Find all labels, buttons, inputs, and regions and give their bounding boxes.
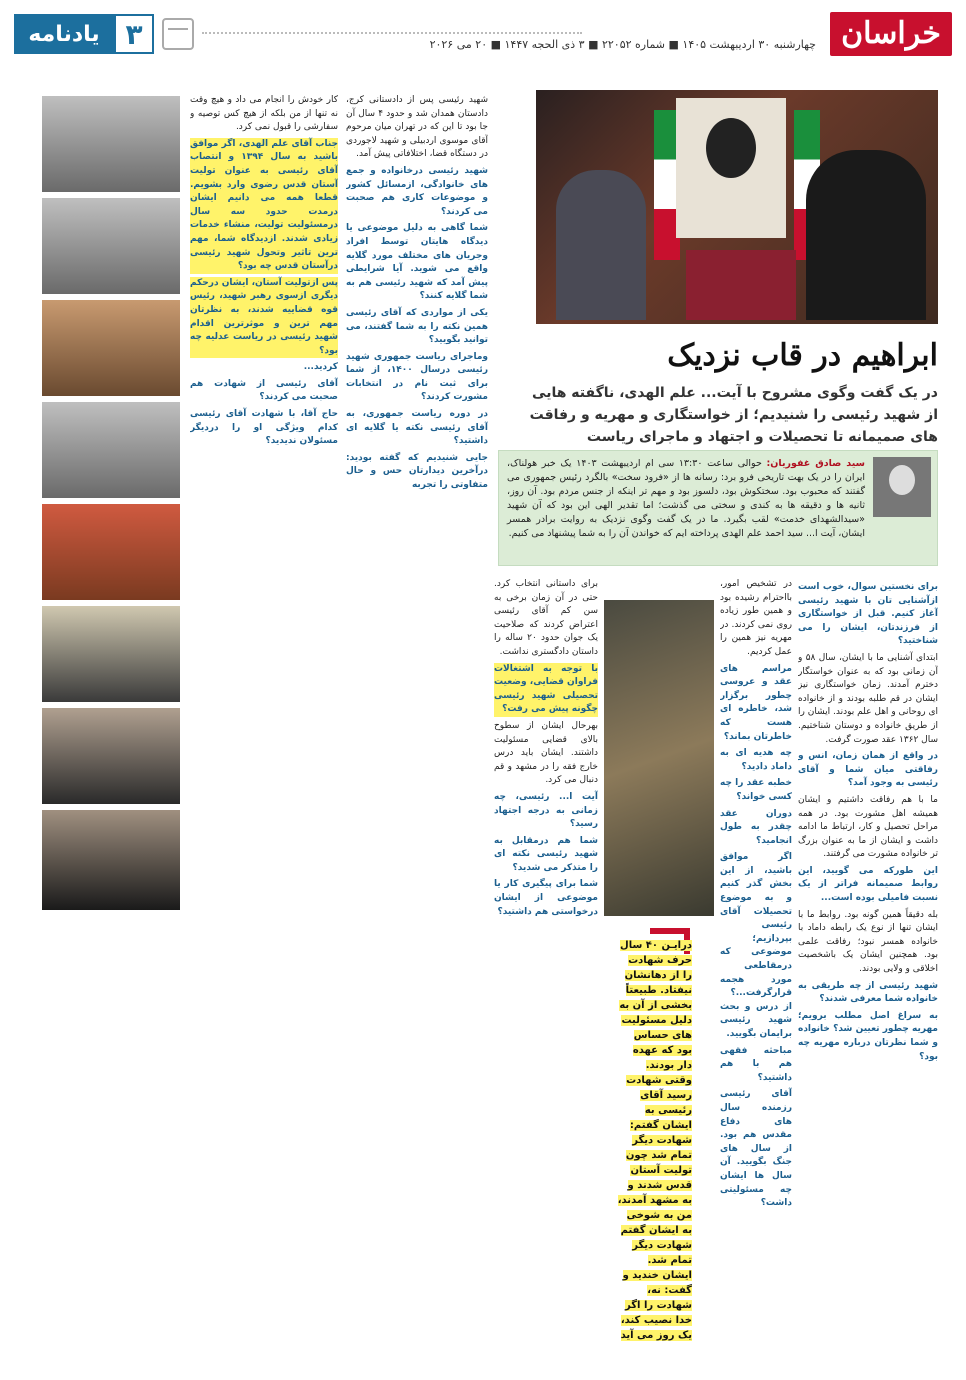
question: با توجه به اشتغالات فراوان قضایی، وضعیت تحصیلی شهید رئیسی چگونه پیش می رفت؟ xyxy=(494,663,598,717)
answer: برای داستانی انتخاب کرد. حتی در آن زمان برخی به سن کم آقای رئیسی اعتراض کردند که صلاحیت یک جوان حدود ۲۰ ساله را داستان دادگستری نداشت. xyxy=(494,579,598,657)
question: در دوره ریاست جمهوری، به آقای رئیسی نکته یا گلایه ای داشتید؟ xyxy=(346,409,488,447)
wall-portrait xyxy=(676,98,786,238)
portrait-1 xyxy=(42,96,180,192)
question: آیت ا... رئیسی، چه زمانی به درجه اجتهاد رسید؟ xyxy=(494,791,598,830)
question: دوران عقد چقدر به طول انجامید؟ xyxy=(720,808,792,846)
pull-quote-text: درایـن ۴۰ سال حرف شهادت را از دهانشان نیفتاد. طبیعتاً بخشی از آن به دلیل مسئولیت های حساس بود که عهده دار بودند. وقتی شهادت رسید آقای رئیسی به ایشان گفتم: شهادت دیگر تمام شد چون تولیت آستان قدس شدند و به مشهد آمدند، من به شوخی به ایشان گفتم شهادت دیگر تمام شد. ایشان خندید و گفت: نه، شهادت را اگر خدا نصیب کند، یک روز می آید xyxy=(617,940,692,1341)
portrait-4 xyxy=(42,402,180,498)
column-1 xyxy=(798,578,938,1368)
calendar-icon xyxy=(162,18,194,50)
question: شما هم درمقابل به شهید رئیسی نکته ای را متذکر می شدید؟ xyxy=(494,835,598,873)
portrait-2 xyxy=(42,198,180,294)
subheadline: در یک گفت وگوی مشروح با آیت... علم الهدی، ناگفته هایی از شهید رئیسی را شنیدیم؛ از خواستگاری و مهریه و رفاقت های صمیمانه تا تحصیلات و اجتهاد و ماجرای ریاست xyxy=(529,385,938,445)
header-divider xyxy=(202,32,582,34)
column-4 xyxy=(346,94,488,1368)
question: به سراغ اصل مطلب برویم؛ مهریه چطور تعیین شد؟ خانواده و شما نظرتان درباره مهریه چه بود؟ xyxy=(798,1010,938,1062)
intro-body: حوالی ساعت ۱۳:۳۰ سی ام اردیبهشت ۱۴۰۳ یک خبر هولناک، ایران را در یک بهت تاریخی فرو برد: رسانه ها از «فرود سخت» بالگرد رئیس جمهوری می گفتند که محبوب بود. سختکوش بود، دلسوز بود و مهم تر اینکه از جنس مردم بود. آن روز، ثانیه ها و دقیقه ها به کندی و سختی می گذشت؛ اما تقدیر الهی این بود که آن شهید «سیدالشهدای خدمت» لقب بگیرد. ما در یک گفت وگوی نزدیک به روایت برادر همسر ایشان، آیت ا... سید احمد علم الهدی پرداخته ایم که خواندن آن را به شما پیشنهاد می کنیم. xyxy=(507,458,865,539)
question: وماجرای ریاست جمهوری شهید رئیسی درسال ۱۴۰۰، از شما برای ثبت نام در انتخابات مشورت کردند؟ xyxy=(346,351,488,403)
intro-box xyxy=(498,450,938,566)
answer: ابتدای آشنایی ما با ایشان، سال ۵۸ و آن زمانی بود که به عنوان خواستگار دخترم آمدند. زمان خواستگاری نیز ایشان در قم طلبه بودند و از خانواده ای روحانی و اهل علم بودند. ایشان را از طریق خانواده و دوستان شناختیم. سال ۱۳۶۲ عقد صورت گرفت. xyxy=(798,652,938,745)
intro-text xyxy=(507,457,865,541)
question: خطبه عقد را چه کسی خواند؟ xyxy=(720,778,792,802)
page-section-tag xyxy=(14,14,154,54)
portrait-3 xyxy=(42,300,180,396)
question: پس ازتولیت آستان، ایشان درحکم دیگری ازسوی رهبر شهید، رئیس قوه قضاییه شدند، به نظرتان مهم ترین و موثرترین اقدام شهید رئیسی در ریاست عدلیه چه بود؟ xyxy=(190,277,338,359)
crowd-photo xyxy=(604,600,714,916)
interviewer-figure xyxy=(556,170,646,320)
cleric-figure xyxy=(806,150,926,320)
question: جایی شنیدیم که گفته بودید: درآخرین دیدارتان حس و حال متفاوتی را تجربه xyxy=(346,452,488,491)
column-5 xyxy=(190,94,338,1368)
question: آقای رئیسی از شهادت هم صحبت می کردند؟ xyxy=(190,378,338,403)
question: در واقع از همان زمان، انس و رفاقتی میان شما و آقای رئیسی به وجود آمد؟ xyxy=(798,751,938,789)
author-photo xyxy=(873,457,931,517)
question: شهید رئیسی درخانواده و جمع های خانوادگی، ازمسائل کشور و موضوعات کاری هم صحبت می کردند؟ xyxy=(346,165,488,217)
question: مباحثه فقهی هم با هم داشتید؟ xyxy=(720,1045,792,1083)
question: شهید رئیسی از چه طریقی به خانواده شما معرفی شدند؟ xyxy=(798,980,938,1005)
column-6 xyxy=(14,918,184,1368)
question: اگر موافق باشید، از این بخش گذر کنیم و به موضوع تحصیلات آقای رئیسی بپردازیم؛ موضوعی که درمقاطعی مورد هجمه قرارگرفت...؟ از درس و بحث شهید رئیسی برایمان بگویید. xyxy=(720,852,792,1039)
question: جناب آقای علم الهدی، اگر موافق باشید به سال ۱۳۹۴ و انتصاب آقای رئیسی به عنوان تولیت آستان قدس رضوی وارد بشویم. قطعا همه می دانیم ایشان درمدت حدود سه سال درمسئولیت تولیت، منشاء خدمات زیادی شدند. ازدیدگاه شما، مهم ترین تاثیر وتحول شهید رئیسی درآستان قدس چه بود؟ xyxy=(190,138,338,274)
question: شما برای پیگیری کار یا موضوعی از ایشان درخواستی هم داشتید؟ xyxy=(494,879,598,917)
question: چه هدیه ای به داماد دادید؟ xyxy=(720,748,792,772)
question: مراسم های عقد و عروسی چطور برگزار شد، خاطره ای هست که خاطرتان بماند؟ xyxy=(720,663,792,742)
question: آقای رئیسی رزمنده سال های دفاع مقدس هم بود. از سال های جنگ بگویید. آن سال ها ایشان چه مسئولیتی داشت؟ xyxy=(720,1089,792,1209)
answer: شهید رئیسی پس از دادستانی کرج، دادستان همدان شد و حدود ۴ سال آن جا بود تا این که در تهران میان مرحوم آقای موسوی اردبیلی و شهید لاجوردی در دستگاه قضا، اختلافاتی پیش آمد. xyxy=(346,95,488,160)
answer: کار خودش را انجام می داد و هیچ وقت نه تنها از من بلکه از هیچ کس توصیه و سفارشی را قبول نمی کرد. xyxy=(190,95,338,133)
dateline: چهارشنبه ۳۰ اردیبهشت ۱۴۰۵ ■ شماره ۲۲۰۵۲ ■ ۳ ذی الحجه ۱۴۴۷ ■ ۲۰ می ۲۰۲۶ xyxy=(429,38,816,51)
page-number: ۳ xyxy=(114,14,154,54)
portrait-7 xyxy=(42,708,180,804)
portrait-6 xyxy=(42,606,180,702)
column-2 xyxy=(720,578,792,1368)
question: یکی از مواردی که آقای رئیسی همین نکته را به شما گفتند، می توانید بگویید؟ xyxy=(346,307,488,346)
headline: ابراهیم در قاب نزدیک xyxy=(667,338,938,373)
answer: ما با هم رفاقت داشتیم و ایشان همیشه اهل مشورت بود. در همه مراحل تحصیل و کار، ارتباط ما ادامه داشت و ایشان از ما به عنوان بزرگ تر خانواده مشورت می گرفتند. xyxy=(798,794,938,860)
question: شما گاهی به دلیل موضوعی یا دیدگاه هایتان توسط افراد وجریان های مختلف مورد گلایه واقع می شوید. آیا شرایطی پیش آمد که شهید رئیسی هم به شما گلایه کنند؟ xyxy=(346,223,488,302)
pull-quote xyxy=(616,938,692,1341)
question: این طورکه می گویید، این روابط صمیمانه فراتر از یک نسبت فامیلی بوده است... xyxy=(798,865,938,904)
table xyxy=(686,250,796,320)
portrait-5 xyxy=(42,504,180,600)
interview-photo xyxy=(536,90,938,324)
page-header xyxy=(0,0,966,78)
question: کردید... xyxy=(303,362,338,373)
newspaper-logo: خراسان xyxy=(830,12,952,56)
answer: در تشخیص امور، بااحترام رشیده بود و همین طور زیاده روی نمی کردند. در مهریه نیز همین را عمل کردیم. xyxy=(720,579,792,657)
question: حاج آقا، با شهادت آقای رئیسی کدام ویژگی او را دردیگر مسئولان ندیدید؟ xyxy=(190,409,338,447)
answer: بهرحال ایشان از سطوح بالای قضایی مسئولیت داشتند. ایشان باید درس خارج فقه را در مشهد و قم دنبال می کرد. xyxy=(494,720,598,786)
section-label: یادنامه xyxy=(28,21,100,47)
portrait-8 xyxy=(42,810,180,910)
column-3 xyxy=(494,578,598,1368)
answer: بله دقیقاً همین گونه بود. روابط ما با ایشان تنها از نوع یک رابطه داماد با خانواده همسر نبود؛ رفاقت علمی بود. همچنین ایشان یک باشخصیت اخلاقی و ولایی بودند. xyxy=(798,909,938,975)
question: برای نخستین سوال، خوب است ازآشنایی تان با شهید رئیسی آغاز کنیم. قبل از خواستگاری از فرزندتان، ایشان را می شناختید؟ xyxy=(798,582,938,647)
author-byline: سید صادق غفوریان: xyxy=(766,458,865,469)
